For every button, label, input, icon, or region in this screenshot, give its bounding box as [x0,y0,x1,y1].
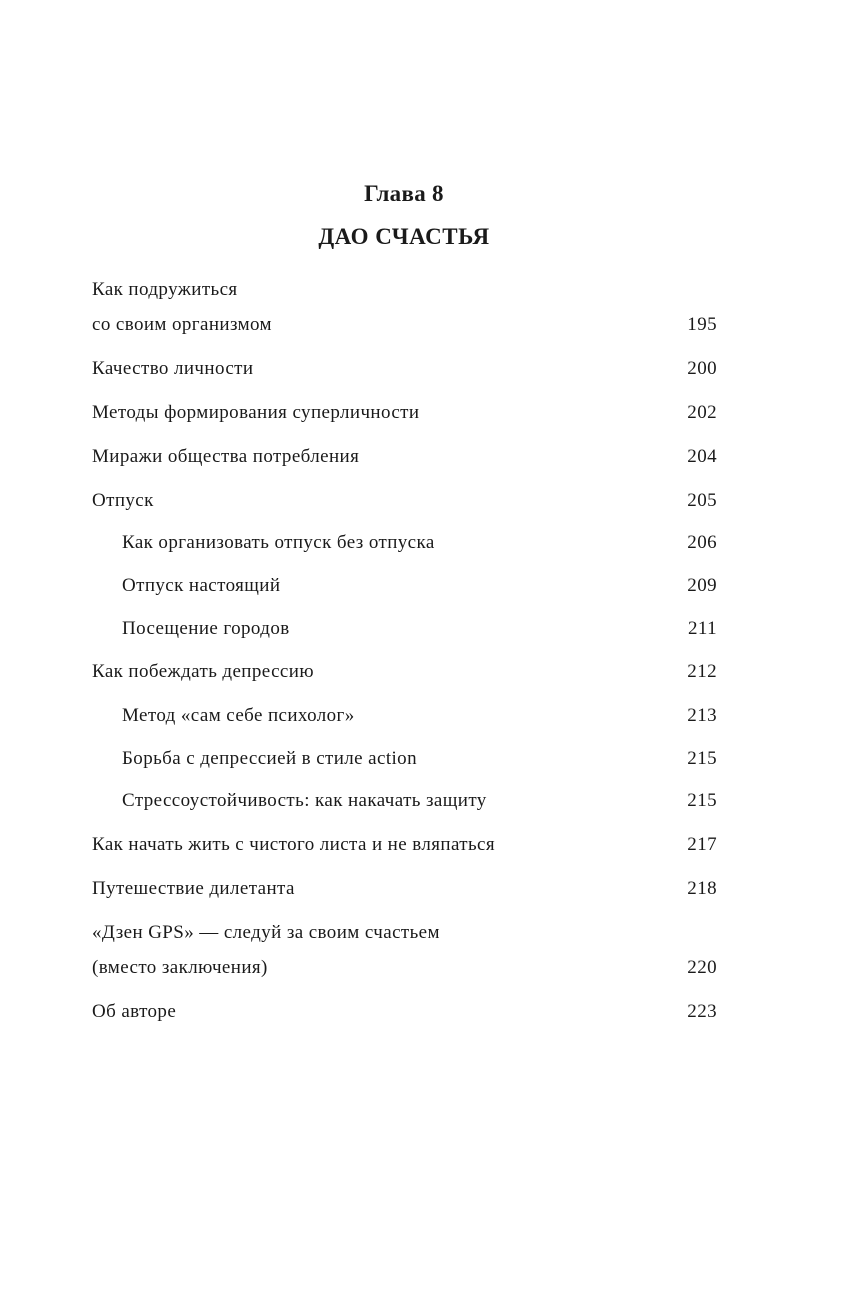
toc-entry-title: Как организовать отпуск без отпуска [122,532,435,553]
toc-entry-page: 204 [687,446,717,467]
toc-entry [92,401,717,425]
toc-entry-page: 218 [687,878,717,899]
toc-entry-title: Методы формирования суперличности [92,402,420,423]
toc-subentry [122,617,717,641]
toc-entry-page: 206 [687,532,717,553]
toc-entry [92,278,717,337]
toc-entry-title: Метод «сам себе психолог» [122,705,355,726]
toc-entry-page: 213 [687,705,717,726]
toc-entry-title: Об авторе [92,1001,177,1022]
toc-entry-title: Как подружиться [92,279,238,300]
toc-entry-page: 209 [687,575,717,596]
toc-subentry [122,574,717,598]
toc-subentry [122,531,717,555]
toc-entry [92,833,717,857]
toc-entry-page: 215 [687,790,717,811]
toc-entry-title: Отпуск настоящий [122,575,281,596]
toc-entry [92,445,717,469]
toc-entry [92,921,717,980]
toc-entry [92,877,717,901]
toc-subentry [122,747,717,771]
toc-entry-title: Миражи общества потребления [92,446,360,467]
toc-entry-page: 212 [687,661,717,682]
toc-entry-title: Как начать жить с чистого листа и не вляпаться [92,834,496,855]
toc-entry-page: 200 [687,358,717,379]
toc-entry-title: Качество личности [92,358,254,379]
toc-entry [92,1000,717,1024]
toc-entry-page: 217 [687,834,717,855]
toc-entry-title: Как побеждать депрессию [92,661,314,682]
toc-entry-page: 195 [687,314,717,335]
toc-entry-page: 220 [687,957,717,978]
chapter-number: Глава 8 [364,181,444,206]
toc-entry [92,489,717,513]
toc-entry-page: 205 [687,490,717,511]
toc-entry-title: «Дзен GPS» — следуй за своим счастьем [92,922,440,943]
toc-entry-page: 223 [687,1001,717,1022]
toc-entry-page: 215 [687,748,717,769]
toc-subentry [122,704,717,728]
chapter-title: ДАО СЧАСТЬЯ [318,224,490,249]
toc-entry-title-continued: (вместо заключения) [92,957,268,978]
toc-entry-title: Путешествие дилетанта [92,878,295,899]
toc-entry-title: Стрессоустойчивость: как накачать защиту [122,790,487,811]
toc-entry-page: 202 [687,402,717,423]
toc-entry [92,357,717,381]
toc-entry-title: Отпуск [92,490,154,511]
toc-entry-title-continued: со своим организмом [92,314,272,335]
toc-entry [92,660,717,684]
toc-entry-page: 211 [688,618,717,639]
toc-subentry [122,789,717,813]
toc-entry-title: Борьба с депрессией в стиле action [122,748,417,769]
toc-entry-title: Посещение городов [122,618,290,639]
